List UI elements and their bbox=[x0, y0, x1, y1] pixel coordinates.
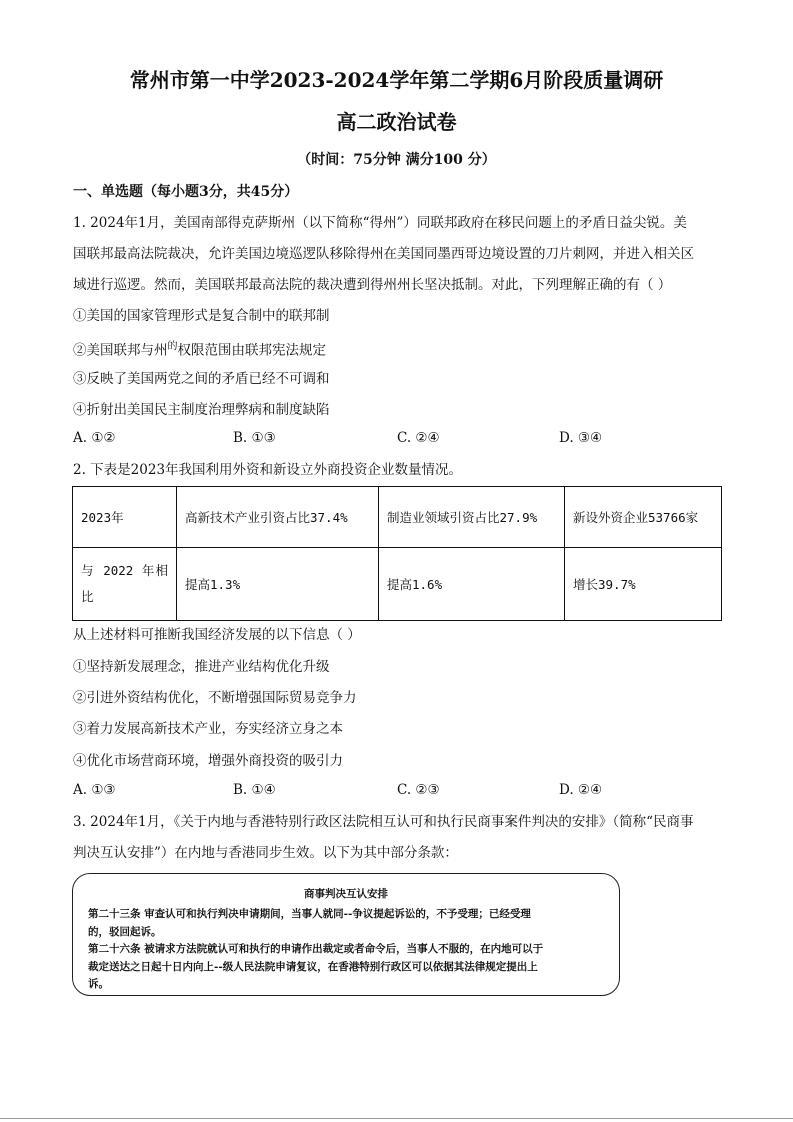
q3-excerpt-box bbox=[72, 873, 620, 996]
table-cell: 高新技术产业引资占比37.4% bbox=[177, 487, 379, 548]
table-row bbox=[73, 548, 722, 621]
q1-option-2 bbox=[73, 338, 326, 360]
table-cell: 与 2022 年相比 bbox=[73, 548, 177, 621]
exam-time-info: （时间：75分钟 满分100 分） bbox=[297, 152, 496, 168]
q1-option-2-part-a: ②美国联邦与州 bbox=[73, 342, 168, 359]
table-cell: 新设外资企业53766家 bbox=[565, 487, 722, 548]
excerpt-line-3: 第二十六条 被请求方法院就认可和执行的申请作出裁定或者命令后，当事人不服的，在内地可以于 bbox=[88, 943, 544, 955]
q2-option-4: ④优化市场营商环境，增强外商投资的吸引力 bbox=[73, 753, 343, 769]
q2-choice-c: C. ②③ bbox=[397, 782, 440, 798]
exam-title-line1: 常州市第一中学2023-2024学年第二学期6月阶段质量调研 bbox=[129, 68, 664, 92]
table-cell: 提高1.6% bbox=[379, 548, 565, 621]
q3-stem-line1: 3. 2024年1月，《关于内地与香港特别行政区法院相互认可和执行民商事案件判决的安排》（简称“民商事 bbox=[73, 814, 694, 830]
q1-choice-b: B. ①③ bbox=[233, 430, 276, 446]
q2-option-1: ①坚持新发展理念，推进产业结构优化升级 bbox=[73, 659, 330, 675]
q2-choice-b: B. ①④ bbox=[233, 782, 276, 798]
excerpt-line-4: 裁定送达之日起十日内向上--级人民法院申请复议，在香港特别行政区可以依据其法律规定提出上 bbox=[88, 961, 538, 973]
table-cell: 2023年 bbox=[73, 487, 177, 548]
q2-choice-a: A. ①③ bbox=[73, 782, 116, 798]
page-bottom-rule bbox=[0, 1118, 793, 1119]
q1-option-1: ①美国的国家管理形式是复合制中的联邦制 bbox=[73, 308, 330, 324]
q1-stem-line2: 国联邦最高法院裁决，允许美国边境巡逻队移除得州在美国同墨西哥边境设置的刀片刺网，并进入相关区 bbox=[73, 246, 694, 262]
q2-stem: 从上述材料可推断我国经济发展的以下信息（ ） bbox=[73, 627, 361, 643]
q1-choice-a: A. ①② bbox=[73, 430, 116, 446]
table-cell: 制造业领域引资占比27.9% bbox=[379, 487, 565, 548]
q1-option-2-part-b: 权限范围由联邦宪法规定 bbox=[177, 342, 326, 359]
q2-data-table bbox=[72, 486, 722, 621]
excerpt-line-2: 的，驳回起诉。 bbox=[88, 926, 162, 938]
table-row bbox=[73, 487, 722, 548]
q3-stem-line2: 判决互认安排”）在内地与香港同步生效。以下为其中部分条款： bbox=[73, 845, 458, 861]
q2-option-3: ③着力发展高新技术产业，夯实经济立身之本 bbox=[73, 721, 343, 737]
q2-option-2: ②引进外资结构优化，不断增强国际贸易竞争力 bbox=[73, 690, 357, 706]
q1-choice-c: C. ②④ bbox=[397, 430, 440, 446]
q1-stem-line1: 1. 2024年1月，美国南部得克萨斯州（以下简称“得州”）同联邦政府在移民问题上的矛盾日益尖锐。美 bbox=[73, 215, 687, 231]
section-heading: 一、单选题（每小题3分，共45分） bbox=[73, 184, 299, 200]
q1-option-4: ④折射出美国民主制度治理弊病和制度缺陷 bbox=[73, 402, 330, 418]
excerpt-title: 商事判决互认安排 bbox=[304, 888, 388, 900]
q2-choice-d: D. ②④ bbox=[559, 782, 603, 798]
excerpt-line-1: 第二十三条 审查认可和执行判决申请期间，当事人就同--争议提起诉讼的，不予受理；已经受理 bbox=[88, 908, 531, 920]
q2-intro: 2. 下表是2023年我国利用外资和新设立外商投资企业数量情况。 bbox=[73, 462, 463, 478]
excerpt-line-5: 诉。 bbox=[88, 978, 109, 990]
table-cell: 提高1.3% bbox=[177, 548, 379, 621]
exam-title-line2: 高二政治试卷 bbox=[336, 110, 457, 134]
q1-choice-d: D. ③④ bbox=[559, 430, 603, 446]
q1-option-3: ③反映了美国两党之间的矛盾已经不可调和 bbox=[73, 371, 330, 387]
table-cell: 增长39.7% bbox=[565, 548, 722, 621]
q1-stem-line3: 域进行巡逻。然而，美国联邦最高法院的裁决遭到得州州长坚决抵制。对此，下列理解正确的有（ ） bbox=[73, 277, 672, 293]
q1-option-2-mark: 的 bbox=[167, 341, 178, 352]
